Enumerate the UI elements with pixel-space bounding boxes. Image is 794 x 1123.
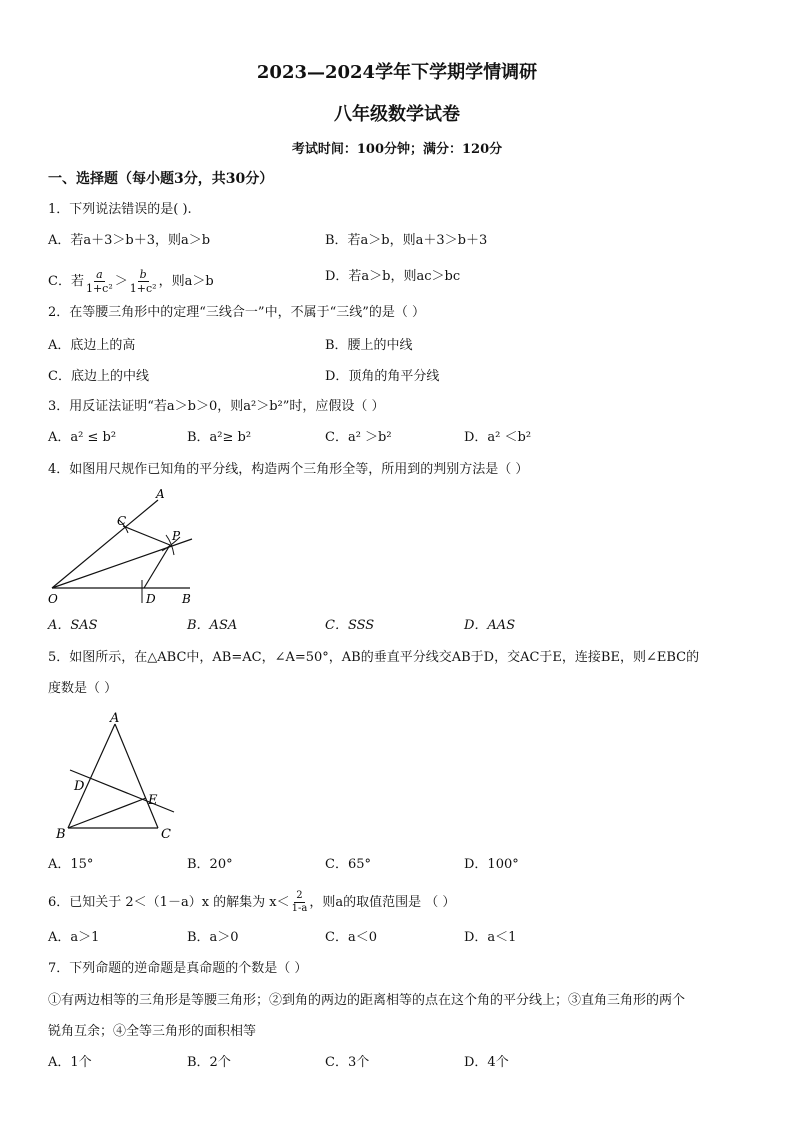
q1-fraction-2 [130, 268, 157, 295]
q1-option-c: C．若 $\frac{a}{\text{1+c²}}$ ＞ $\frac{b}{\text{1+c²}}$ ，则a＞b [48, 268, 214, 295]
q6-option-d: D．a＜1 [464, 930, 517, 945]
q5-label-d: D [74, 779, 85, 794]
q6-option-a: A．a＞1 [48, 930, 100, 945]
q7-body-line1: ①有两边相等的三角形是等腰三角形；②到角的两边的距离相等的点在这个角的平分线上；③直角三角形的两个 [48, 993, 686, 1008]
q5-option-c: C．65° [325, 857, 371, 872]
q5-option-b: B．20° [187, 857, 233, 872]
q5-option-d: D．100° [464, 857, 519, 872]
q1-option-c-suffix: ，则a＞b [158, 273, 214, 289]
q5-triangle-figure [48, 706, 188, 846]
q5-label-a: A [110, 711, 120, 726]
q1-option-d: D．若a＞b，则ac＞bc [325, 269, 461, 284]
q1-option-a: A．若a＋3＞b＋3，则a＞b [48, 233, 211, 248]
q4-ray-op [52, 539, 192, 588]
q2-option-c: C．底边上的中线 [48, 369, 149, 384]
q4-label-o: O [48, 592, 58, 606]
q6-frac-numerator: 2 [296, 890, 303, 901]
q6-stem [48, 890, 455, 915]
q6-option-b: B．a＞0 [187, 930, 239, 945]
section-heading: 一、选择题（每小题3分，共30分） [48, 171, 274, 187]
q5-side-ac [115, 724, 158, 828]
q4-option-a: A．SAS [48, 618, 98, 633]
q3-option-d: D．a² ＜b² [464, 430, 532, 445]
q6-option-c: C．a＜0 [325, 930, 377, 945]
q1-frac1-numerator: a [96, 268, 103, 281]
q7-stem: 7．下列命题的逆命题是真命题的个数是（ ） [48, 961, 308, 976]
q5-perpendicular-bisector [70, 770, 174, 812]
q7-option-a: A．1个 [48, 1055, 92, 1070]
q6-frac-denominator: 1-a [291, 903, 308, 914]
q5-option-a: A．15° [48, 857, 94, 872]
q2-option-b: B．腰上的中线 [325, 338, 413, 353]
q1-option-c-prefix: C．若 [48, 273, 84, 289]
q4-label-c: C [117, 514, 127, 528]
exam-info: 考试时间：100分钟；满分：120分 [291, 142, 503, 157]
q4-stem: 4．如图用尺规作已知角的平分线，构造两个三角形全等，所用到的判别方法是（ ） [48, 462, 529, 477]
q4-label-a: A [156, 487, 165, 501]
exam-subtitle: 八年级数学试卷 [334, 104, 460, 125]
q1-stem: 1．下列说法错误的是( ). [48, 202, 192, 217]
q5-label-c: C [161, 827, 171, 842]
q2-option-a: A．底边上的高 [48, 338, 136, 353]
q4-ray-oa [52, 500, 158, 588]
q7-body-line2: 锐角互余；④全等三角形的面积相等 [48, 1024, 257, 1039]
q4-label-p: P [172, 529, 181, 543]
q1-option-b: B．若a＞b，则a＋3＞b＋3 [325, 233, 488, 248]
q7-option-b: B．2个 [187, 1055, 231, 1070]
q7-option-c: C．3个 [325, 1055, 370, 1070]
q1-frac2-denominator: 1+c² [129, 282, 157, 295]
q4-option-c: C．SSS [325, 618, 375, 633]
q1-fraction-1 [86, 268, 113, 295]
q4-option-b: B．ASA [187, 618, 238, 633]
q6-stem-prefix: 6．已知关于 2＜（1－a）x 的解集为 x＜ [48, 894, 290, 910]
q2-option-d: D．顶角的角平分线 [325, 369, 440, 384]
q6-stem-suffix: ，则a的取值范围是 （ ） [309, 894, 456, 910]
q6-fraction [292, 890, 308, 915]
q1-frac2-numerator: b [139, 268, 147, 281]
q3-stem: 3．用反证法证明“若a＞b＞0，则a²＞b²”时，应假设（ ） [48, 399, 385, 414]
q4-option-d: D．AAS [464, 618, 516, 633]
q5-stem-line1: 5．如图所示，在△ABC中，AB=AC，∠A=50°，AB的垂直平分线交AB于D，交AC于E，连接BE，则∠EBC的 [48, 650, 700, 665]
q4-segment-cp [123, 526, 170, 545]
q5-label-b: B [56, 827, 66, 842]
q5-label-e: E [148, 793, 158, 808]
q4-label-d: D [146, 592, 156, 606]
q2-stem: 2．在等腰三角形中的定理“三线合一”中，不属于“三线”的是（ ） [48, 305, 425, 320]
q5-stem-line2: 度数是（ ） [48, 681, 118, 696]
q7-option-d: D．4个 [464, 1055, 509, 1070]
q4-angle-bisector-figure [40, 485, 210, 610]
q4-label-b: B [182, 592, 191, 606]
exam-title: 2023—2024学年下学期学情调研 [256, 62, 538, 83]
q3-option-b: B．a²≥ b² [187, 430, 252, 445]
q3-option-c: C．a² ＞b² [325, 430, 392, 445]
q3-option-a: A．a² ≤ b² [48, 430, 117, 445]
q1-frac1-denominator: 1+c² [85, 282, 113, 295]
